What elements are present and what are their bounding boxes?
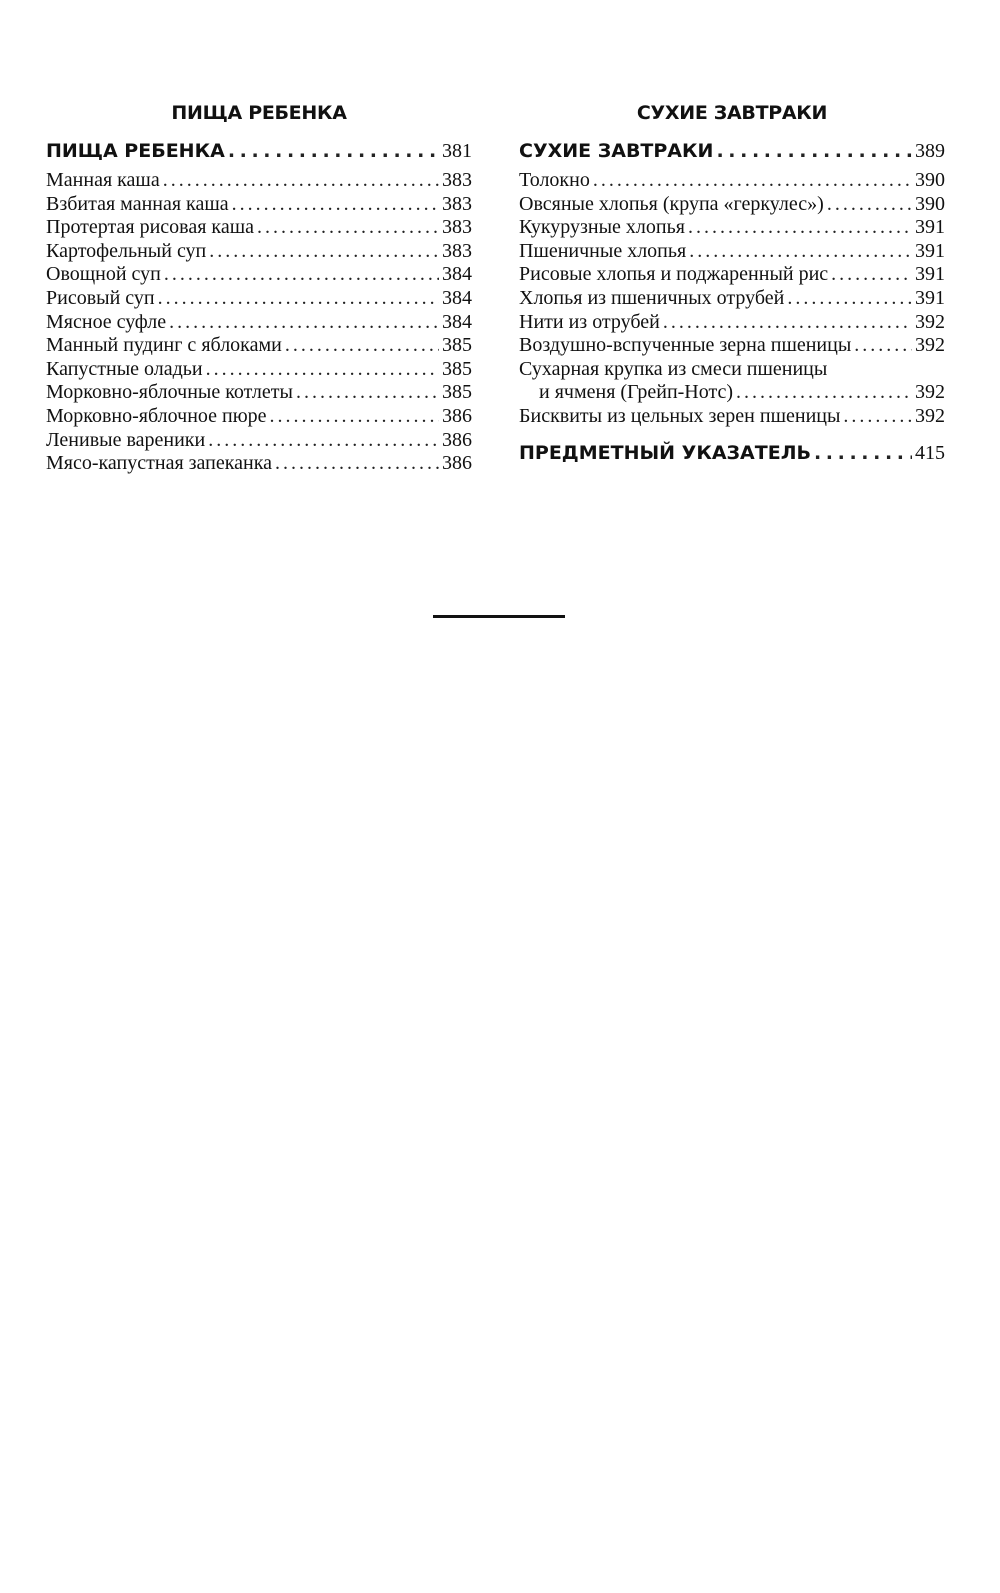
dot-leader xyxy=(593,169,912,193)
entry-page: 392 xyxy=(915,310,945,333)
dot-leader xyxy=(843,405,912,429)
toc-entry[interactable] xyxy=(46,263,472,287)
entry-title: Овсяные хлопья (крупа «геркулес») xyxy=(519,192,824,215)
entry-title: Овощной суп xyxy=(46,263,161,286)
toc-list xyxy=(519,169,945,358)
entry-title: Капустные оладьи xyxy=(46,357,203,380)
entry-page: 383 xyxy=(442,169,472,191)
dot-leader xyxy=(270,405,439,429)
toc-entry[interactable] xyxy=(519,240,945,264)
entry-page: 392 xyxy=(915,404,945,427)
dot-leader xyxy=(164,263,439,287)
dot-leader xyxy=(688,216,912,240)
toc-final-entry[interactable] xyxy=(519,439,945,467)
dot-leader xyxy=(831,263,912,287)
entry-title: Протертая рисовая каша xyxy=(46,216,254,239)
entry-page: 391 xyxy=(915,239,945,262)
entry-page: 390 xyxy=(915,169,945,191)
dot-leader xyxy=(285,334,439,358)
entry-page: 386 xyxy=(442,428,472,451)
section-heading: СУХИЕ ЗАВТРАКИ xyxy=(636,102,828,124)
entry-page: 391 xyxy=(915,216,945,239)
entry-title: СУХИЕ ЗАВТРАКИ xyxy=(519,140,714,162)
entry-title: Воздушно-вспученные зерна пшеницы xyxy=(519,334,852,357)
entry-title: Ленивые вареники xyxy=(46,428,206,451)
entry-title: Хлопья из пшеничных отрубей xyxy=(519,286,785,309)
entry-page: 383 xyxy=(442,239,472,262)
toc-entry[interactable] xyxy=(46,452,472,476)
entry-page: 390 xyxy=(915,192,945,215)
dot-leader xyxy=(232,193,439,217)
dot-leader xyxy=(663,311,912,335)
entry-title: Морковно-яблочные котлеты xyxy=(46,381,293,404)
entry-page: 383 xyxy=(442,216,472,239)
toc-entry[interactable] xyxy=(46,334,472,358)
dot-leader xyxy=(736,381,912,405)
entry-title: ПРЕДМЕТНЫЙ УКАЗАТЕЛЬ xyxy=(519,441,811,464)
entry-title: Нити из отрубей xyxy=(519,310,660,333)
dot-leader xyxy=(787,287,912,311)
toc-entry[interactable] xyxy=(519,287,945,311)
toc-entry[interactable] xyxy=(519,405,945,429)
toc-entry[interactable] xyxy=(519,169,945,193)
dot-leader xyxy=(206,358,439,382)
toc-major-entry[interactable] xyxy=(46,137,472,165)
entry-title: Кукурузные хлопья xyxy=(519,216,685,239)
dot-leader xyxy=(296,381,439,405)
entry-title: Мясное суфле xyxy=(46,310,167,333)
entry-page: 392 xyxy=(915,381,945,404)
dot-leader xyxy=(827,193,912,217)
toc-column-right xyxy=(519,95,945,471)
entry-title: Пшеничные хлопья xyxy=(519,239,687,262)
section-divider-rule xyxy=(433,615,565,618)
dot-leader xyxy=(228,137,439,165)
entry-page: 385 xyxy=(442,357,472,380)
dot-leader xyxy=(275,452,439,476)
toc-column-left xyxy=(46,95,472,476)
entry-title: Морковно-яблочное пюре xyxy=(46,404,267,427)
toc-entry[interactable] xyxy=(46,381,472,405)
toc-list xyxy=(46,169,472,476)
entry-title: Толокно xyxy=(519,169,590,191)
entry-page: 391 xyxy=(915,286,945,309)
toc-entry[interactable] xyxy=(46,311,472,335)
entry-page: 384 xyxy=(442,286,472,309)
entry-page: 386 xyxy=(442,452,472,475)
toc-entry[interactable] xyxy=(46,358,472,382)
dot-leader xyxy=(208,429,439,453)
toc-entry[interactable] xyxy=(46,240,472,264)
dot-leader xyxy=(158,287,439,311)
entry-page: 384 xyxy=(442,263,472,286)
toc-entry[interactable] xyxy=(519,263,945,287)
toc-entry[interactable] xyxy=(519,334,945,358)
entry-page: 385 xyxy=(442,334,472,357)
entry-title: Взбитая манная каша xyxy=(46,192,229,215)
toc-entry-multiline[interactable] xyxy=(519,358,945,405)
entry-page: 391 xyxy=(915,263,945,286)
dot-leader xyxy=(163,169,439,193)
toc-entry[interactable] xyxy=(46,405,472,429)
toc-major-entry[interactable] xyxy=(519,137,945,165)
entry-page: 384 xyxy=(442,310,472,333)
dot-leader xyxy=(257,216,439,240)
entry-title-line1: Сухарная крупка из смеси пшеницы xyxy=(519,357,828,380)
dot-leader xyxy=(209,240,439,264)
entry-page: 383 xyxy=(442,192,472,215)
toc-entry[interactable] xyxy=(519,311,945,335)
entry-title: Бисквиты из цельных зерен пшеницы xyxy=(519,404,841,427)
entry-page: 386 xyxy=(442,404,472,427)
entry-title: Рисовые хлопья и поджаренный рис xyxy=(519,263,829,286)
entry-page: 389 xyxy=(915,140,945,162)
entry-title: Манная каша xyxy=(46,169,160,191)
toc-entry[interactable] xyxy=(519,193,945,217)
dot-leader xyxy=(716,137,912,165)
entry-title: ПИЩА РЕБЕНКА xyxy=(46,140,225,162)
entry-title: Картофельный суп xyxy=(46,239,207,262)
dot-leader xyxy=(814,439,912,467)
dot-leader xyxy=(169,311,439,335)
toc-entry[interactable] xyxy=(46,193,472,217)
toc-entry[interactable] xyxy=(46,169,472,193)
toc-entry[interactable] xyxy=(46,429,472,453)
section-heading: ПИЩА РЕБЕНКА xyxy=(171,102,347,124)
entry-title: Мясо-капустная запеканка xyxy=(46,452,273,475)
toc-entry[interactable] xyxy=(46,216,472,240)
toc-entry[interactable] xyxy=(519,216,945,240)
entry-page: 392 xyxy=(915,334,945,357)
entry-title: Манный пудинг с яблоками xyxy=(46,334,282,357)
entry-page: 381 xyxy=(442,140,472,162)
entry-page: 385 xyxy=(442,381,472,404)
dot-leader xyxy=(854,334,912,358)
entry-title-line2: и ячменя (Грейп-Нотс) xyxy=(539,381,734,404)
toc-entry[interactable] xyxy=(46,287,472,311)
entry-title: Рисовый суп xyxy=(46,286,155,309)
dot-leader xyxy=(689,240,912,264)
entry-page: 415 xyxy=(915,441,945,464)
